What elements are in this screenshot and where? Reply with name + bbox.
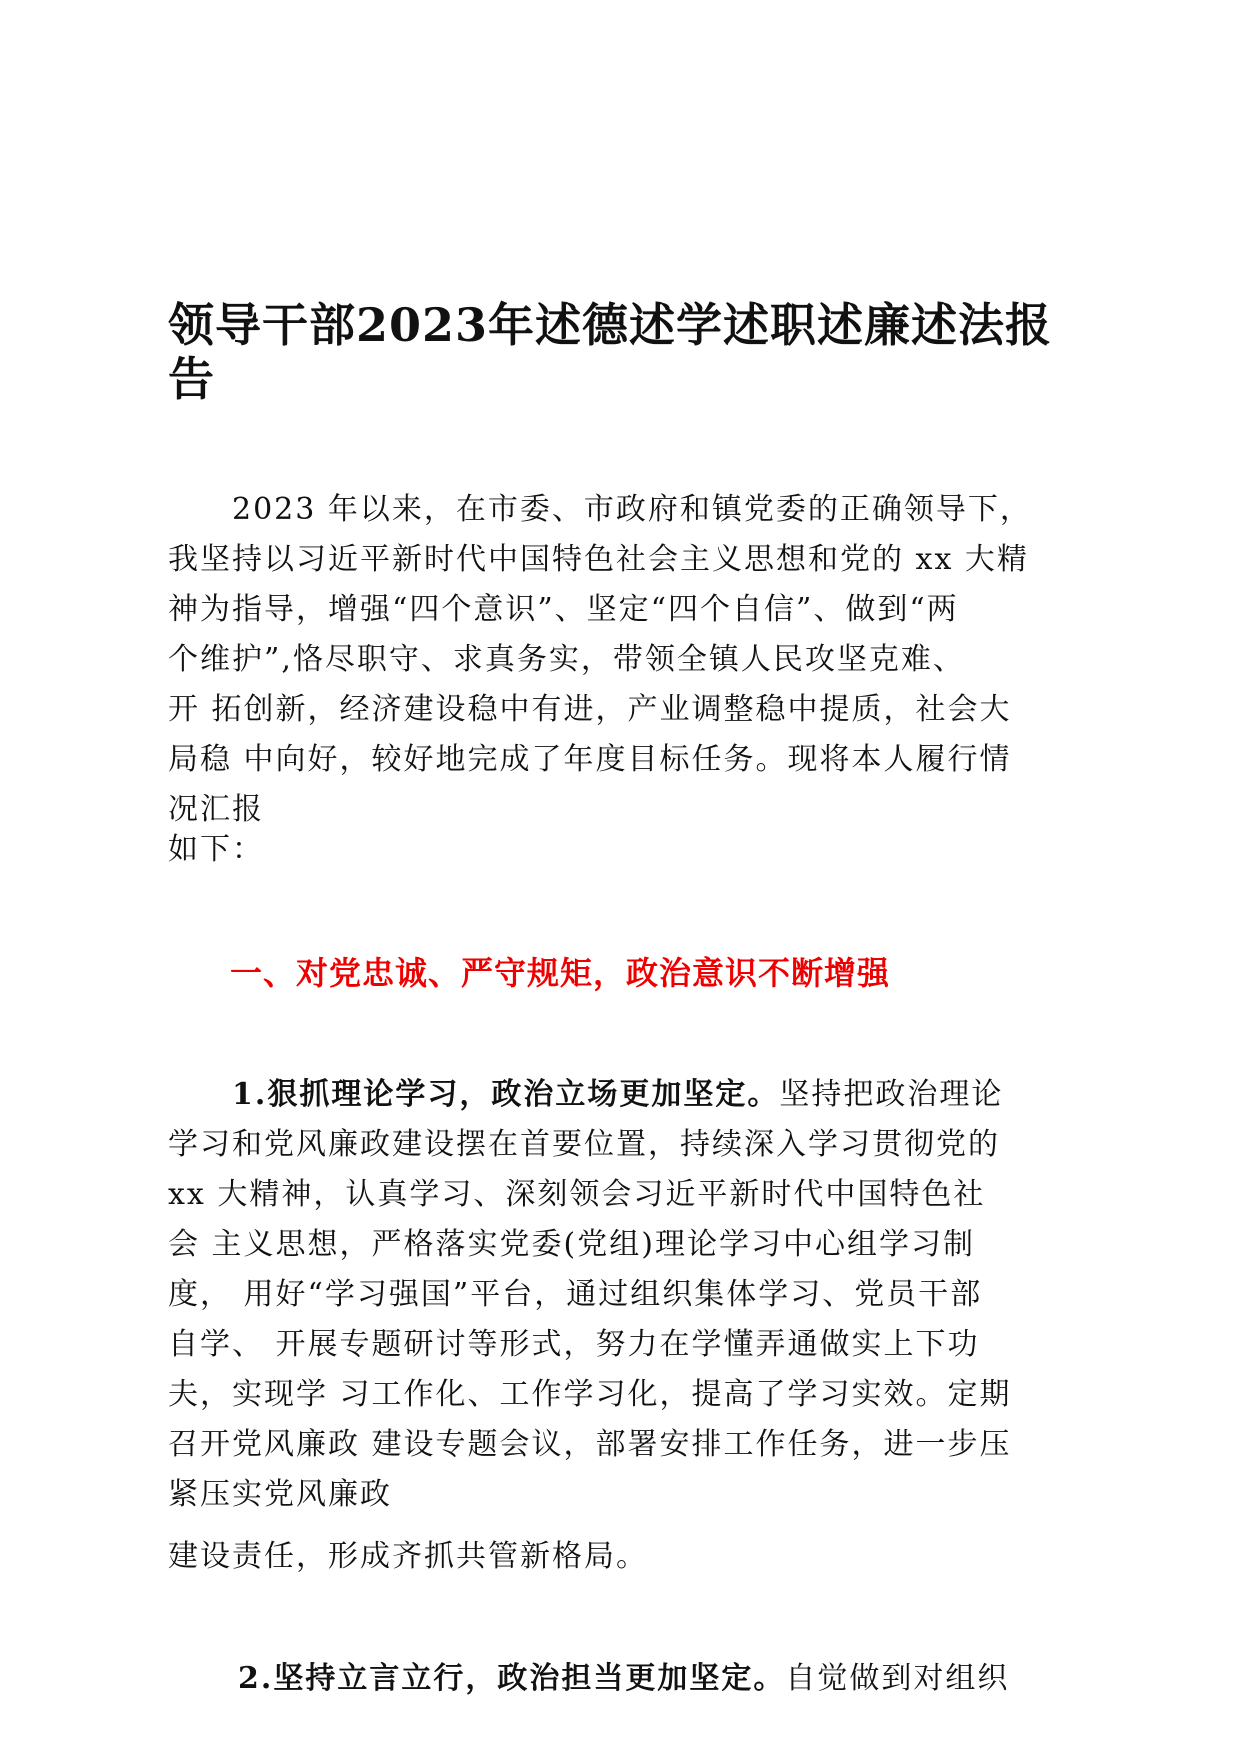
item-1-first-rest: 坚持把政治理论 [779, 1077, 1004, 1112]
document-title [168, 298, 1068, 406]
item-1-paragraph [168, 1070, 1078, 1520]
item-1-line: 夫，实现学 习工作化、工作学习化，提高了学习实效。定期 [168, 1377, 1012, 1412]
intro-tail [168, 825, 1078, 875]
intro-line: 局稳 中向好，较好地完成了年度目标任务。现将本人履行情 [168, 742, 1012, 777]
intro-line: 2023 年以来，在市委、市政府和镇党委的正确领导下， [232, 492, 1032, 527]
item-1-first-line [168, 1070, 1078, 1120]
item-1-line: 紧压实党风廉政 [168, 1477, 392, 1512]
item-1-line: 度， 用好“学习强国”平台，通过组织集体学习、党员干部 [168, 1277, 983, 1312]
intro-tail-text: 如下： [168, 832, 264, 867]
item-2-paragraph [238, 1654, 1078, 1704]
intro-paragraph [168, 485, 1078, 835]
title-line-2: 告 [168, 352, 215, 406]
item-2-first-line [238, 1654, 1078, 1704]
item-1-line: 自学、 开展专题研讨等形式，努力在学懂弄通做实上下功 [168, 1327, 980, 1362]
intro-line: 个维护”,恪尽职守、求真务实，带领全镇人民攻坚克难、 [168, 642, 965, 677]
item-1-tail-text: 建设责任，形成齐抓共管新格局。 [168, 1539, 648, 1574]
item-1-tail [168, 1532, 1078, 1582]
intro-line: 况汇报 [168, 792, 264, 827]
item-2-lead: 2.坚持立言立行，政治担当更加坚定。 [238, 1661, 786, 1696]
item-1-line: 学习和党风廉政建设摆在首要位置，持续深入学习贯彻党的 [168, 1127, 1000, 1162]
item-2-first-rest: 自觉做到对组织 [785, 1661, 1010, 1696]
intro-line: 神为指导，增强“四个意识”、坚定“四个自信”、做到“两 [168, 592, 959, 627]
title-line-1: 领导干部2023年述德述学述职述廉述法报 [168, 298, 1053, 352]
item-1-line: xx 大精神，认真学习、深刻领会习近平新时代中国特色社 [168, 1177, 986, 1212]
item-1-line: 会 主义思想，严格落实党委(党组)理论学习中心组学习制 [168, 1227, 975, 1262]
intro-line: 开 拓创新，经济建设稳中有进，产业调整稳中提质，社会大 [168, 692, 1012, 727]
item-1-line: 召开党风廉政 建设专题会议，部署安排工作任务，进一步压 [168, 1427, 1012, 1462]
section-1-heading: 一、对党忠诚、严守规矩，政治意识不断增强 [230, 954, 891, 992]
intro-line: 我坚持以习近平新时代中国特色社会主义思想和党的 xx 大精 [168, 542, 1029, 577]
item-1-lead: 1.狠抓理论学习，政治立场更加坚定。 [232, 1077, 780, 1112]
